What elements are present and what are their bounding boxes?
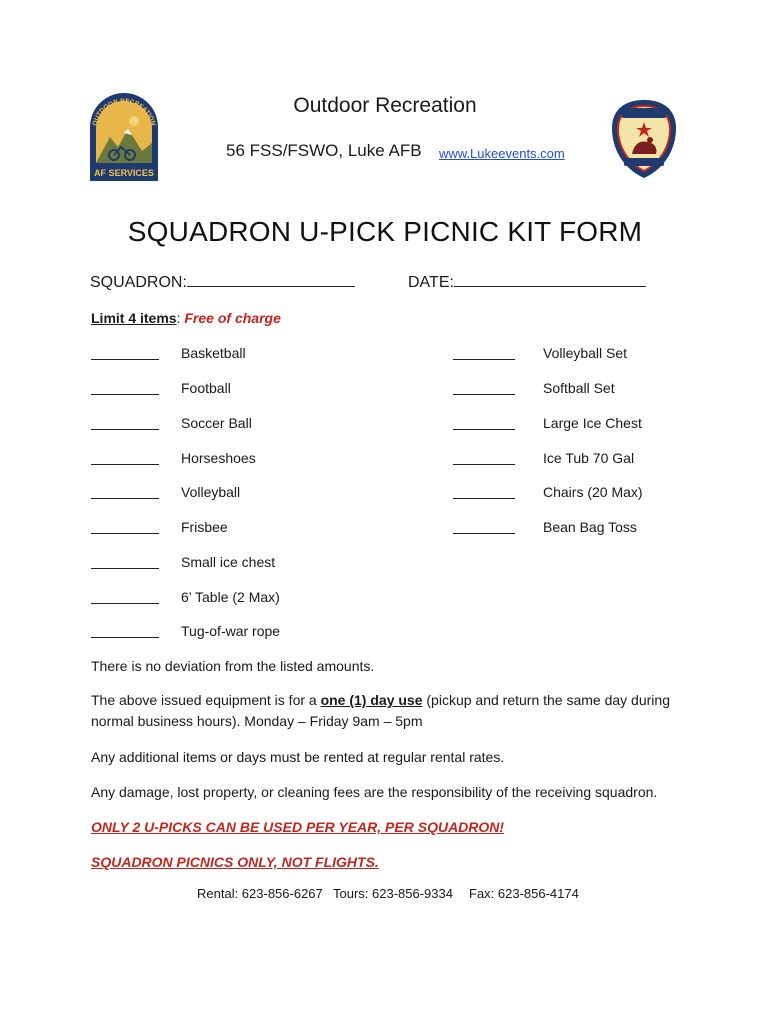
item-label: Frisbee bbox=[181, 519, 228, 535]
limit-separator: : bbox=[176, 310, 181, 326]
item-label: Small ice chest bbox=[181, 554, 276, 570]
org-title: Outdoor Recreation bbox=[293, 94, 477, 117]
item-label: Tug-of-war rope bbox=[181, 623, 281, 639]
date-field bbox=[408, 272, 646, 292]
limit-note bbox=[91, 310, 281, 326]
item-label: Volleyball bbox=[181, 484, 241, 500]
item-quantity-line[interactable] bbox=[91, 589, 159, 604]
form-title: SQUADRON U-PICK PICNIC KIT FORM bbox=[127, 216, 643, 247]
item-quantity-line[interactable] bbox=[453, 450, 515, 465]
squadron-input-line[interactable] bbox=[187, 272, 355, 287]
item-label: Bean Bag Toss bbox=[543, 519, 637, 535]
item-label: Soccer Ball bbox=[181, 415, 252, 431]
item-quantity-line[interactable] bbox=[91, 484, 159, 499]
item-label: Basketball bbox=[181, 345, 246, 361]
use-note-text: The above issued equipment is for a bbox=[91, 692, 321, 708]
item-quantity-line[interactable] bbox=[91, 415, 159, 430]
item-quantity-line[interactable] bbox=[91, 380, 159, 395]
item-quantity-line[interactable] bbox=[453, 345, 515, 360]
item-quantity-line[interactable] bbox=[91, 623, 159, 638]
item-label: Football bbox=[181, 380, 231, 396]
item-label: Chairs (20 Max) bbox=[543, 484, 643, 500]
item-label: Ice Tub 70 Gal bbox=[543, 450, 635, 466]
item-quantity-line[interactable] bbox=[453, 484, 515, 499]
item-quantity-line[interactable] bbox=[91, 554, 159, 569]
item-quantity-line[interactable] bbox=[91, 450, 159, 465]
item-quantity-line[interactable] bbox=[453, 380, 515, 395]
item-quantity-line[interactable] bbox=[453, 415, 515, 430]
squadron-label: SQUADRON: bbox=[90, 274, 187, 291]
item-label: Volleyball Set bbox=[543, 345, 628, 361]
item-label: 6’ Table (2 Max) bbox=[181, 589, 280, 605]
use-note-text-cont: (pickup and return the same day during bbox=[422, 692, 670, 708]
additional-items-note: Any additional items or days must be rented at regular rental rates. bbox=[91, 749, 505, 765]
date-input-line[interactable] bbox=[454, 272, 646, 287]
damage-note: Any damage, lost property, or cleaning fees are the responsibility of the receiving squadron. bbox=[91, 784, 658, 800]
fax-number: Fax: 623-856-4174 bbox=[469, 886, 579, 901]
picnics-only-note: SQUADRON PICNICS ONLY, NOT FLIGHTS. bbox=[91, 854, 379, 870]
tours-phone: Tours: 623-856-9334 bbox=[333, 886, 453, 901]
item-label: Large Ice Chest bbox=[543, 415, 642, 431]
rental-phone: Rental: 623-856-6267 bbox=[197, 886, 323, 901]
squadron-field bbox=[90, 272, 355, 292]
item-label: Softball Set bbox=[543, 380, 615, 396]
use-note-emphasis: one (1) day use bbox=[320, 692, 423, 708]
date-label: DATE: bbox=[408, 274, 454, 291]
website-link[interactable]: www.Lukeevents.com bbox=[439, 146, 565, 161]
unit-name: 56 FSS/FSWO, Luke AFB bbox=[226, 141, 422, 160]
deviation-note: There is no deviation from the listed amounts. bbox=[91, 658, 375, 674]
item-quantity-line[interactable] bbox=[453, 519, 515, 534]
svg-text:OUTDOOR RECREATION: OUTDOOR RECREATION bbox=[91, 97, 157, 127]
limit-label: Limit 4 items bbox=[91, 310, 177, 326]
upicks-limit-note: ONLY 2 U-PICKS CAN BE USED PER YEAR, PER SQUADRON! bbox=[91, 819, 505, 835]
item-quantity-line[interactable] bbox=[91, 519, 159, 534]
item-label: Horseshoes bbox=[181, 450, 256, 466]
use-note-hours: normal business hours). Monday – Friday 9am – 5pm bbox=[91, 713, 423, 729]
use-note bbox=[91, 690, 691, 732]
free-of-charge: Free of charge bbox=[184, 310, 281, 326]
svg-text:AF SERVICES: AF SERVICES bbox=[94, 168, 154, 178]
item-quantity-line[interactable] bbox=[91, 345, 159, 360]
